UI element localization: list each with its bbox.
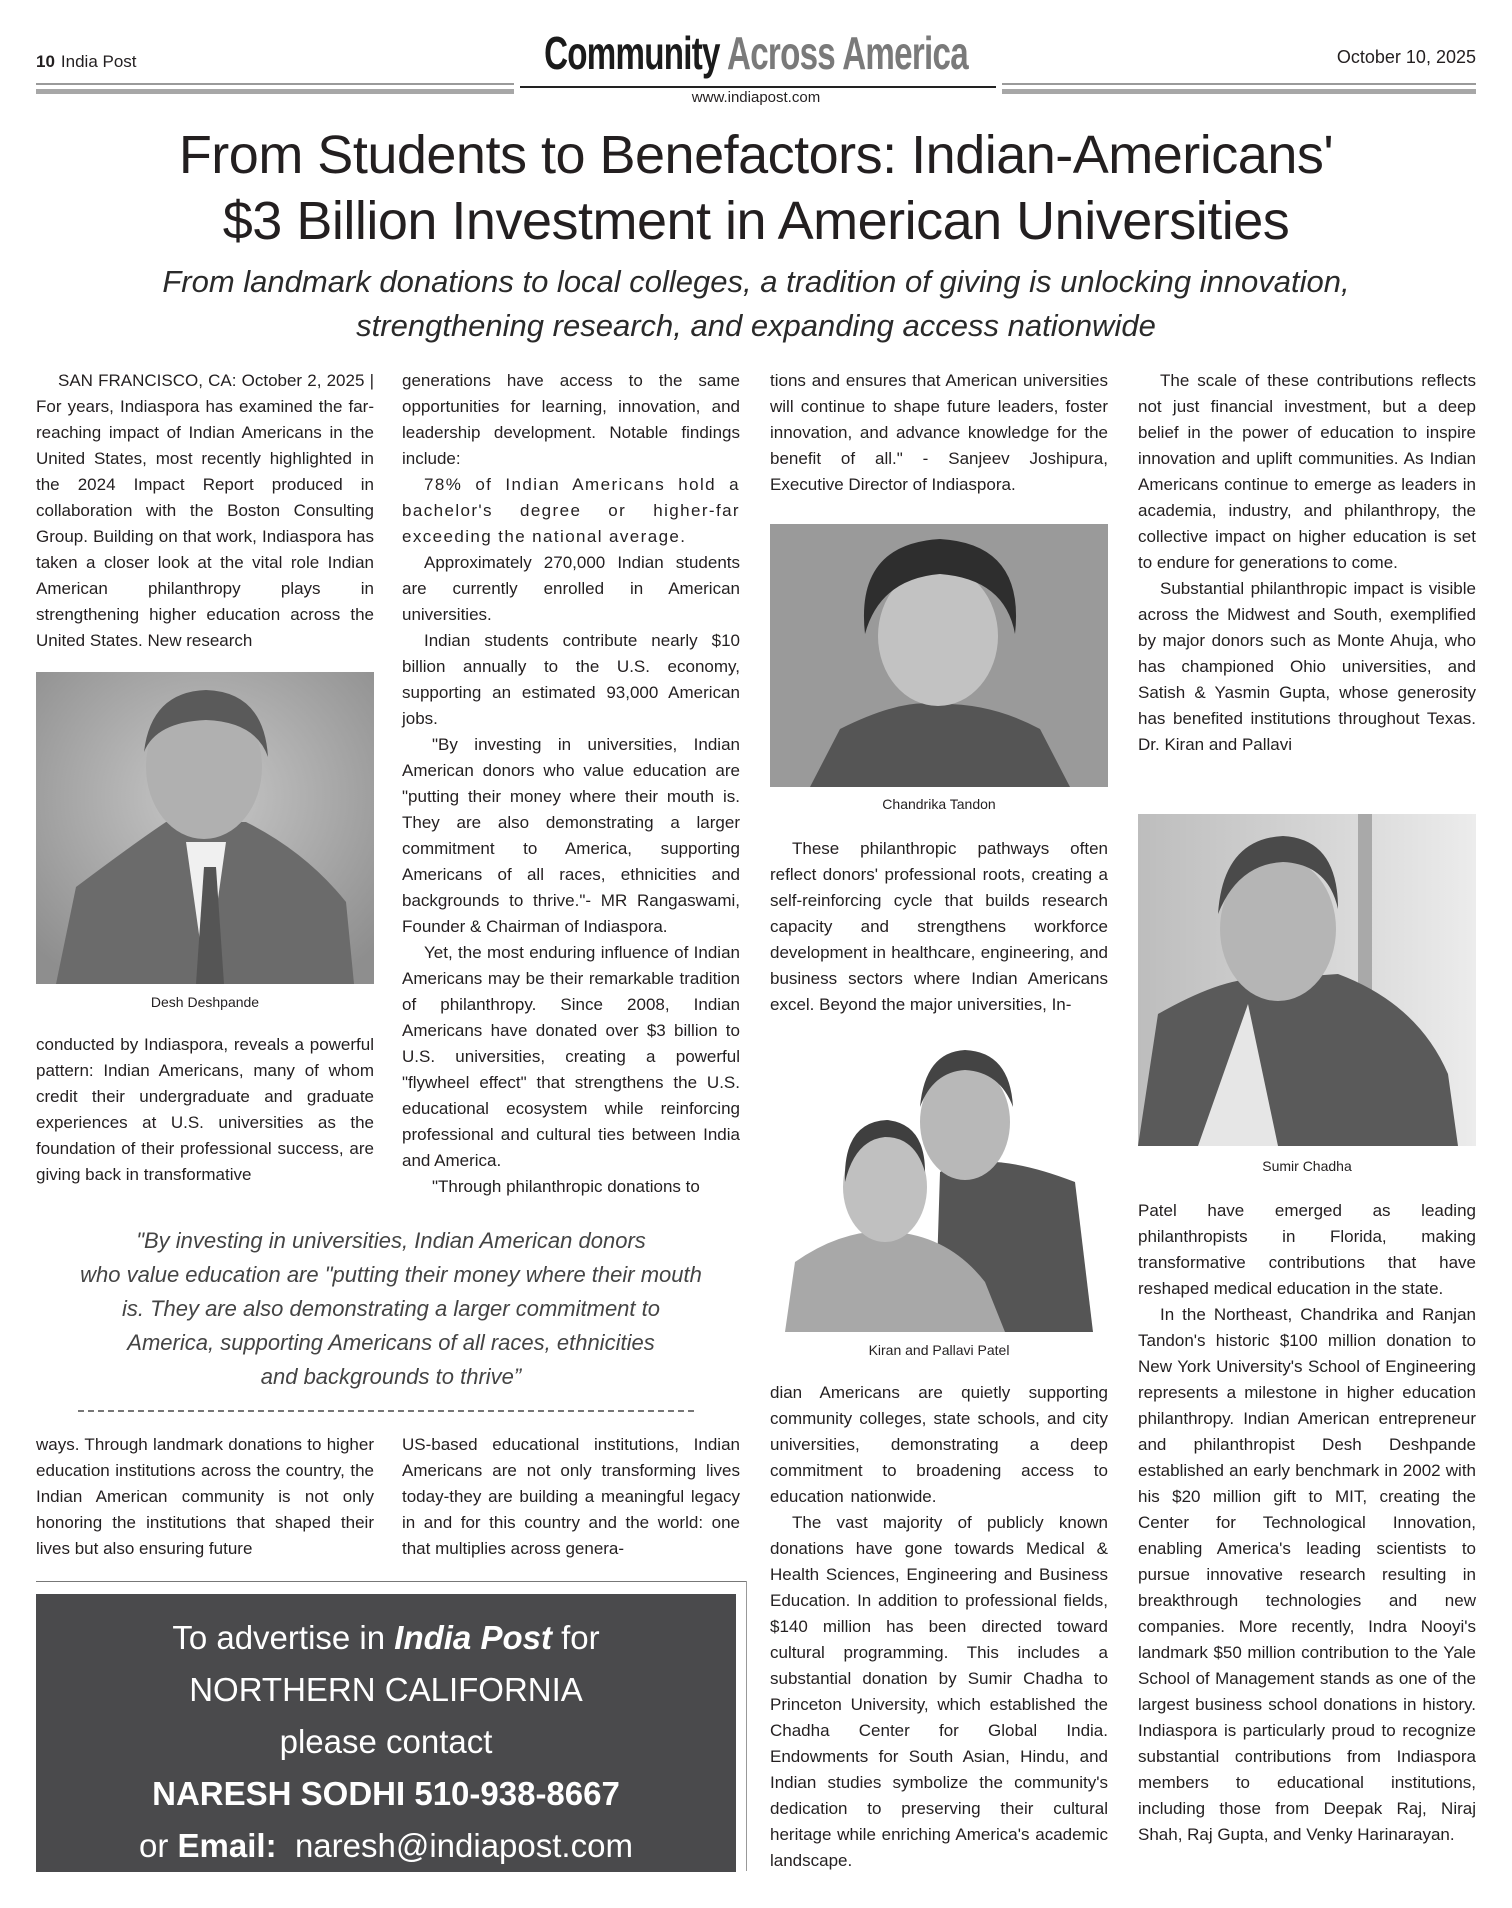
- pull-quote-line: and backgrounds to thrive”: [260, 1364, 522, 1389]
- body-paragraph: "By investing in universities, Indian American donors who value education are "putting their money where their mouth is. They are also demonstrating a larger commitment to America, supporting Americans of all races, ethnicities and backgrounds to thrive."- MR Rangaswami, Founder & Chairman of Indiaspora.: [402, 735, 740, 936]
- ad-text: or: [139, 1827, 178, 1864]
- masthead-rule-right-thin: [1002, 83, 1476, 85]
- body-paragraph: tions and ensures that American universities will continue to shape future leaders, foster innovation, and advance knowledge for the benefit of all." - Sanjeev Joshipura, Executive Director of Indiaspora.: [770, 371, 1108, 494]
- ad-line-1: [36, 1612, 736, 1664]
- body-paragraph: dian Americans are quietly supporting community colleges, state schools, and city universities, demonstrating a deep commitment to broadening access to education nationwide.: [770, 1383, 1108, 1506]
- photo-caption: Sumir Chadha: [1262, 1158, 1352, 1174]
- body-paragraph: The vast majority of publicly known donations have gone towards Medical & Health Sciences, Engineering and Business Education. In addition to professional fields, $140 million has been directed toward cultural programming. This includes a substantial donation by Sumir Chadha to Princeton University, which established the Chadha Center for Global India. Endowments for South Asian, Hindu, and Indian studies symbolize the community's dedication to preserving their cultural heritage while enriching America's academic landscape.: [770, 1513, 1108, 1870]
- ad-side-rule: [746, 1581, 747, 1871]
- issue-date: October 10, 2025: [1336, 47, 1476, 67]
- photo-sumir-chadha: [1138, 814, 1476, 1146]
- column-1-middle: [36, 1032, 374, 1188]
- column-4-bottom: [1138, 1198, 1476, 1848]
- subheadline: [30, 260, 1482, 348]
- ad-line-5: [36, 1820, 736, 1872]
- photo-caption: Chandrika Tandon: [882, 796, 996, 812]
- ad-email-link[interactable]: naresh@indiapost.com: [294, 1827, 633, 1864]
- ad-text: To advertise in: [172, 1619, 395, 1656]
- column-1-top: [36, 368, 374, 654]
- body-paragraph: Substantial philanthropic impact is visible across the Midwest and South, exemplified by major donors such as Monte Ahuja, who has championed Ohio universities, and Satish & Yasmin Gupta, whose generosity has benefited institutions throughout Texas. Dr. Kiran and Pallavi: [1138, 579, 1476, 754]
- body-paragraph: Yet, the most enduring influence of Indian Americans may be their remarkable tradition of philanthropy. Since 2008, Indian Americans have donated over $3 billion to U.S. universities, creating a powerful "flywheel effect" that strengthens the U.S. educational ecosystem while reinforcing professional and cultural ties between India and America.: [402, 943, 740, 1170]
- pull-quote-line: "By investing in universities, Indian American donors: [136, 1228, 646, 1253]
- pull-quote: [36, 1224, 746, 1394]
- photo-chandrika-tandon: [770, 524, 1108, 787]
- body-paragraph: These philanthropic pathways often reflect donors' professional roots, creating a self-reinforcing cycle that builds research capacity and strengthens workforce development in healthcare, engineering, and business sectors where Indian Americans excel. Beyond the major universities, In-: [770, 839, 1108, 1014]
- body-paragraph: conducted by Indiaspora, reveals a powerful pattern: Indian Americans, many of whom credit their undergraduate and graduate experiences at U.S. universities as the foundation of their professional success, are giving back in transformative: [36, 1035, 374, 1184]
- photo-caption: Kiran and Pallavi Patel: [868, 1342, 1010, 1358]
- column-3-middle: [770, 836, 1108, 1018]
- advertisement-box[interactable]: [36, 1594, 736, 1872]
- pull-quote-divider: [78, 1410, 694, 1412]
- ad-text: for: [551, 1619, 600, 1656]
- body-paragraph: ways. Through landmark donations to higher education institutions across the country, the Indian American community is not only honoring the institutions that shaped their lives but also ensuring future: [36, 1435, 374, 1558]
- page-folio: [36, 52, 137, 72]
- publication-name: India Post: [60, 52, 137, 71]
- pull-quote-line: is. They are also demonstrating a larger commitment to: [121, 1296, 660, 1321]
- body-paragraph: The scale of these contributions reflects not just financial investment, but a deep belief in the power of education to inspire innovation and uplift communities. As Indian Americans continue to emerge as leaders in academia, industry, and philanthropy, the collective impact on higher education is set to endure for generations to come.: [1138, 371, 1476, 572]
- body-paragraph: generations have access to the same opportunities for learning, innovation, and leadership development. Notable findings include:: [402, 371, 740, 468]
- body-paragraph: In the Northeast, Chandrika and Ranjan Tandon's historic $100 million donation to New York University's School of Engineering represents a milestone in higher education philanthropy. Indian American entrepreneur and philanthropist Desh Deshpande established an early benchmark in 2002 with his $20 million gift to MIT, creating the Center for Technological Innovation, enabling America's leading scientists to pursue innovative research resulting in breakthrough technologies and new companies. More recently, Indra Nooyi's landmark $50 million contribution to the Yale School of Management stands as one of the largest business school donations in history. Indiaspora is particularly proud to recognize substantial contributions from Indiaspora members to educational institutions, including those from Deepak Raj, Niraj Shah, Raj Gupta, and Venky Harinarayan.: [1138, 1305, 1476, 1844]
- body-paragraph: Approximately 270,000 Indian students are currently enrolled in American universities.: [402, 553, 740, 624]
- photo-desh-deshpande: [36, 672, 374, 984]
- body-paragraph: Indian students contribute nearly $10 billion annually to the U.S. economy, supporting an estimated 93,000 American jobs.: [402, 631, 740, 728]
- ad-line-3: please contact: [279, 1723, 493, 1760]
- subhead-line-1: From landmark donations to local colleges, a tradition of giving is unlocking innovation,: [162, 264, 1350, 299]
- headline-line-2: $3 Billion Investment in American Universities: [222, 191, 1290, 251]
- masthead-rule-center: [520, 86, 996, 88]
- portrait-image: [775, 1032, 1103, 1332]
- column-2: [402, 368, 740, 1200]
- portrait-image: [1138, 814, 1476, 1146]
- subhead-line-2: strengthening research, and expanding access nationwide: [356, 308, 1156, 343]
- body-paragraph: US-based educational institutions, Indian Americans are not only transforming lives today-they are building a meaningful legacy in and for this country and the world: one that multiplies across genera-: [402, 1435, 740, 1558]
- body-paragraph: SAN FRANCISCO, CA: October 2, 2025 | For years, Indiaspora has examined the far-reaching impact of Indian Americans in the United States, most recently highlighted in the 2024 Impact Report produced in collaboration with the Boston Consulting Group. Building on that work, Indiaspora has taken a closer look at the vital role Indian American philanthropy plays in strengthening higher education across the United States. New research: [36, 371, 374, 650]
- column-1-bottom: [36, 1432, 374, 1562]
- ad-brand: India Post: [394, 1619, 552, 1656]
- ad-email-label: Email:: [177, 1827, 277, 1864]
- section-title-dark: Community: [544, 27, 720, 79]
- section-title: [212, 27, 1301, 79]
- column-4-top: [1138, 368, 1476, 758]
- photo-kiran-pallavi-patel: [775, 1032, 1103, 1332]
- body-paragraph: "Through philanthropic donations to: [432, 1177, 700, 1196]
- page-number: 10: [36, 52, 55, 71]
- portrait-image: [770, 524, 1108, 787]
- column-3-bottom: [770, 1380, 1108, 1874]
- pull-quote-line: who value education are "putting their money where their mouth: [80, 1262, 702, 1287]
- headline: [40, 122, 1472, 254]
- ad-contact-phone: NARESH SODHI 510-938-8667: [152, 1775, 620, 1812]
- column-3-top: [770, 368, 1108, 498]
- body-paragraph: Patel have emerged as leading philanthropists in Florida, making transformative contributions that have reshaped medical education in the state.: [1138, 1201, 1476, 1298]
- ad-top-rule: [36, 1581, 746, 1582]
- body-paragraph: 78% of Indian Americans hold a bachelor's degree or higher-far exceeding the national average.: [402, 475, 740, 546]
- portrait-image: [36, 672, 374, 984]
- photo-caption: Desh Deshpande: [150, 994, 260, 1010]
- pull-quote-line: America, supporting Americans of all races, ethnicities: [127, 1330, 655, 1355]
- section-title-light: Across America: [727, 27, 968, 79]
- website-link[interactable]: www.indiapost.com: [691, 89, 821, 106]
- ad-line-2: NORTHERN CALIFORNIA: [189, 1671, 583, 1708]
- column-2-bottom: [402, 1432, 740, 1562]
- masthead-rule-left-thin: [36, 83, 514, 85]
- headline-line-1: From Students to Benefactors: Indian-Americans': [178, 125, 1334, 185]
